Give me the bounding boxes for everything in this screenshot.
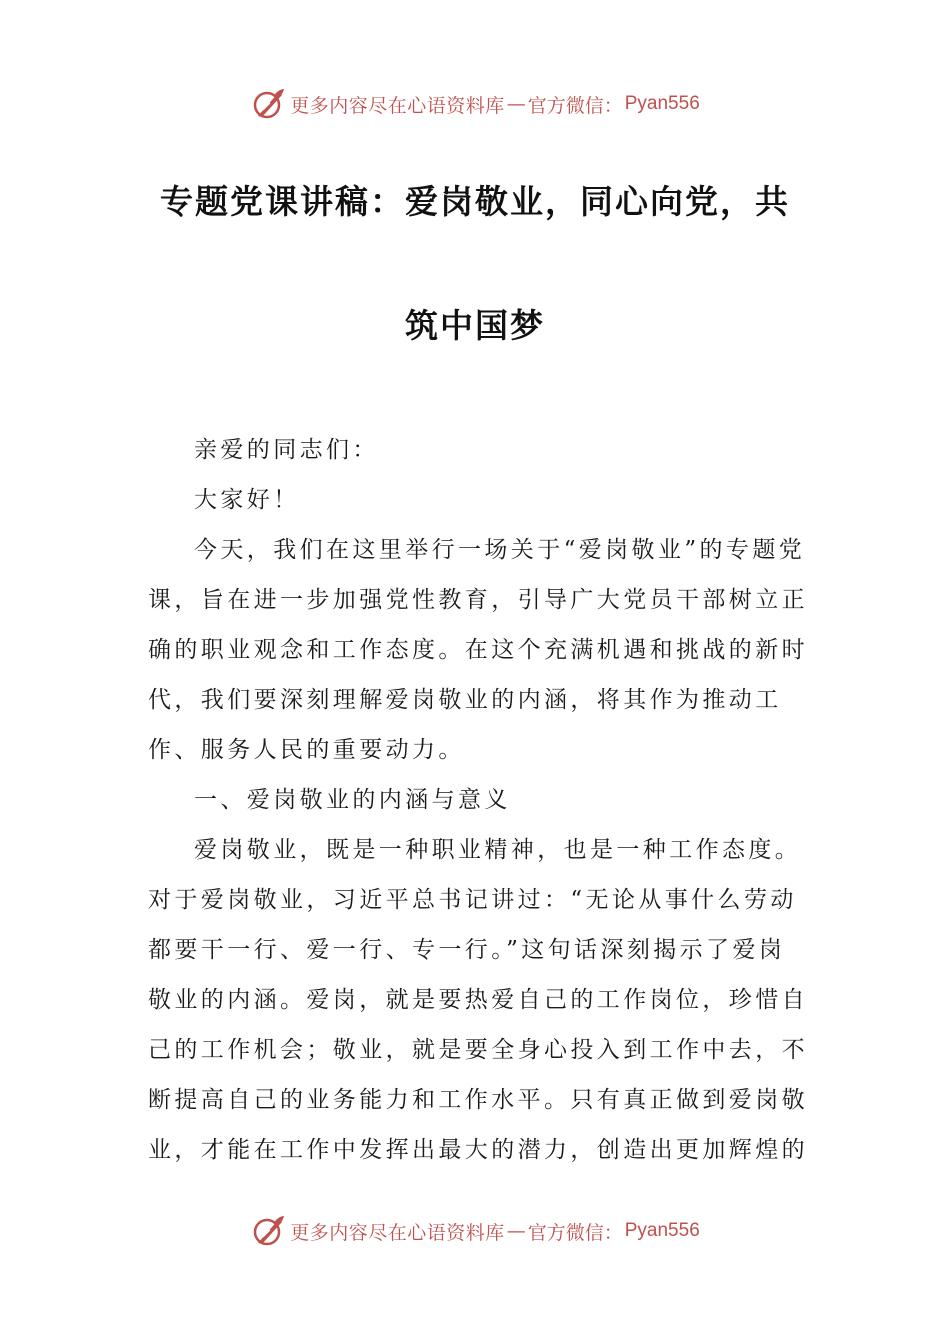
document-body	[148, 425, 808, 1175]
banner-wechat-handle: Pyan556	[624, 1220, 700, 1241]
intro-paragraph: 今天，我们在这里举行一场关于“爱岗敬业”的专题党课，旨在进一步加强党性教育，引导广大党员干部树立正确的职业观念和工作态度。在这个充满机遇和挑战的新时代，我们要深刻理解爱岗敬业的内涵，将其作为推动工作、服务人民的重要动力。	[148, 537, 808, 763]
banner-wechat-label: 官方微信：	[527, 94, 623, 117]
banner-wechat-label: 官方微信：	[527, 1221, 623, 1244]
banner-slogan: 更多内容尽在心语资料库	[290, 94, 505, 117]
section-heading: 一、爱岗敬业的内涵与意义	[194, 787, 511, 813]
salutation: 亲爱的同志们：	[194, 437, 379, 463]
feather-pen-logo-icon	[250, 86, 286, 122]
body-paragraph: 爱岗敬业，既是一种职业精神，也是一种工作态度。对于爱岗敬业，习近平总书记讲过：“无论从事什么劳动都要干一行、爱一行、专一行。”这句话深刻揭示了爱岗敬业的内涵。爱岗，就是要热爱自己的工作岗位，珍惜自己的工作机会；敬业，就是要全身心投入到工作中去，不断提高自己的业务能力和工作水平。只有真正做到爱岗敬业，才能在工作中发挥出最大的潜力，创造出更加辉煌的	[148, 837, 808, 1163]
banner-wechat-handle: Pyan556	[624, 93, 700, 114]
document-title-line-2: 筑中国梦	[405, 306, 545, 345]
header-watermark-banner	[0, 84, 950, 124]
footer-watermark-banner	[0, 1211, 950, 1251]
banner-dash: —	[506, 93, 526, 115]
document-title-line-1: 专题党课讲稿：爱岗敬业，同心向党，共	[160, 182, 790, 221]
feather-pen-logo-icon	[250, 1213, 286, 1249]
banner-dash: —	[506, 1220, 526, 1242]
greeting: 大家好！	[194, 487, 300, 513]
banner-slogan: 更多内容尽在心语资料库	[290, 1221, 505, 1244]
